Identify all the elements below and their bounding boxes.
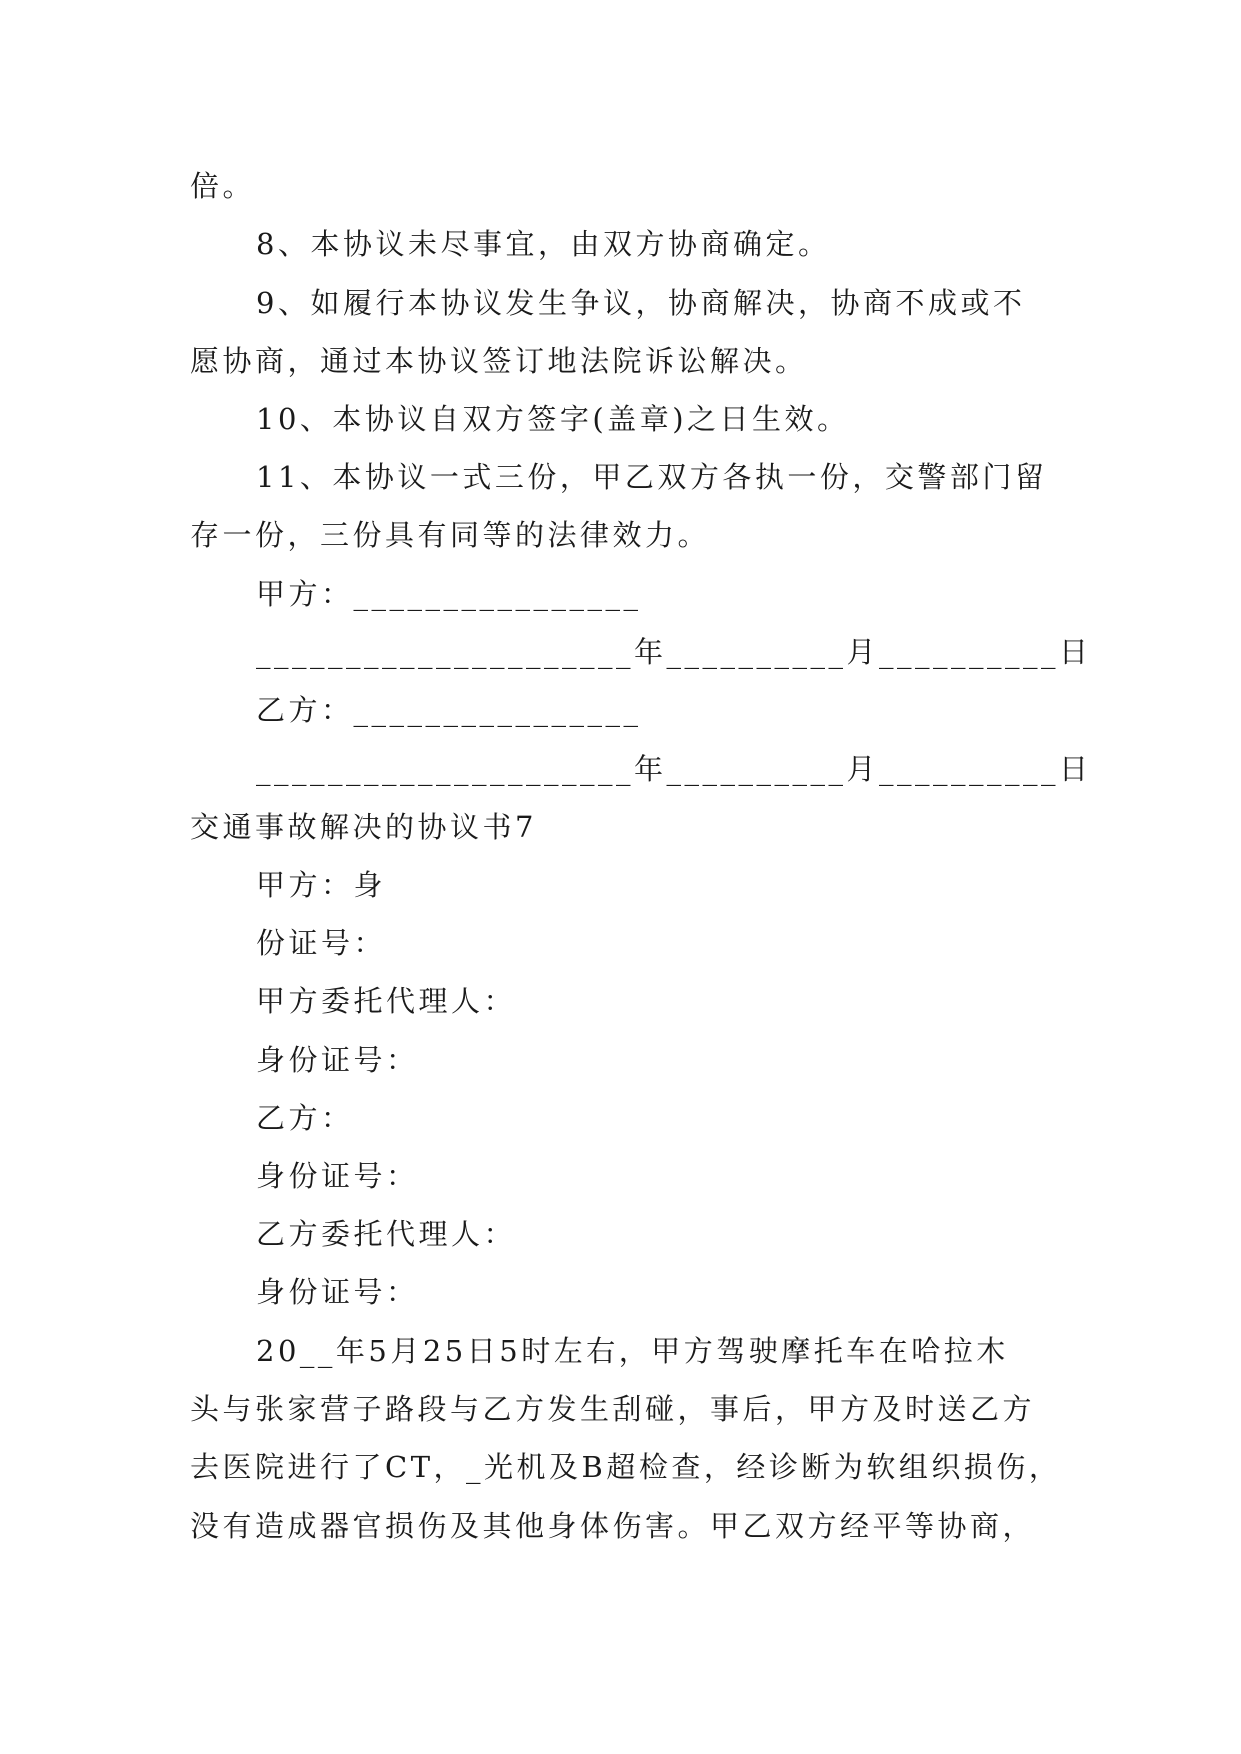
incident-paragraph-line-2: 头与张家营子路段与乙方发生刮碰，事后，甲方及时送乙方	[190, 1392, 1036, 1426]
incident-paragraph-line-3: 去医院进行了CT，_光机及B超检查，经诊断为软组织损伤，	[190, 1450, 1062, 1484]
section-heading: 交通事故解决的协议书7	[190, 810, 537, 844]
clause-11-line-1: 11、本协议一式三份，甲乙双方各执一份，交警部门留	[256, 460, 1048, 494]
party-a-date: _____________________年__________月__________日	[256, 635, 1092, 669]
party-a-agent-field: 甲方委托代理人：	[256, 984, 517, 1018]
party-b-agent-id-field: 身份证号：	[256, 1275, 419, 1309]
clause-8: 8、本协议未尽事宜，由双方协商确定。	[256, 227, 831, 261]
text-line-continuation: 倍。	[190, 169, 256, 203]
party-b-id-field: 身份证号：	[256, 1159, 419, 1193]
party-a-id-field: 份证号：	[256, 926, 387, 960]
incident-paragraph-line-1: 20__年5月25日5时左右，甲方驾驶摩托车在哈拉木	[256, 1334, 1009, 1368]
party-b-agent-field: 乙方委托代理人：	[256, 1217, 517, 1251]
party-a-signature: 甲方：________________	[256, 577, 642, 611]
clause-10: 10、本协议自双方签字(盖章)之日生效。	[256, 402, 850, 436]
party-b-signature: 乙方：________________	[256, 693, 642, 727]
party-b-date: _____________________年__________月__________日	[256, 752, 1092, 786]
party-a-field: 甲方：身	[256, 868, 387, 902]
clause-11-line-2: 存一份，三份具有同等的法律效力。	[190, 518, 711, 552]
party-b-field: 乙方：	[256, 1101, 354, 1135]
incident-paragraph-line-4: 没有造成器官损伤及其他身体伤害。甲乙双方经平等协商，	[190, 1509, 1036, 1543]
clause-9-line-2: 愿协商，通过本协议签订地法院诉讼解决。	[190, 344, 808, 378]
party-a-agent-id-field: 身份证号：	[256, 1043, 419, 1077]
clause-9-line-1: 9、如履行本协议发生争议，协商解决，协商不成或不	[256, 286, 1026, 320]
